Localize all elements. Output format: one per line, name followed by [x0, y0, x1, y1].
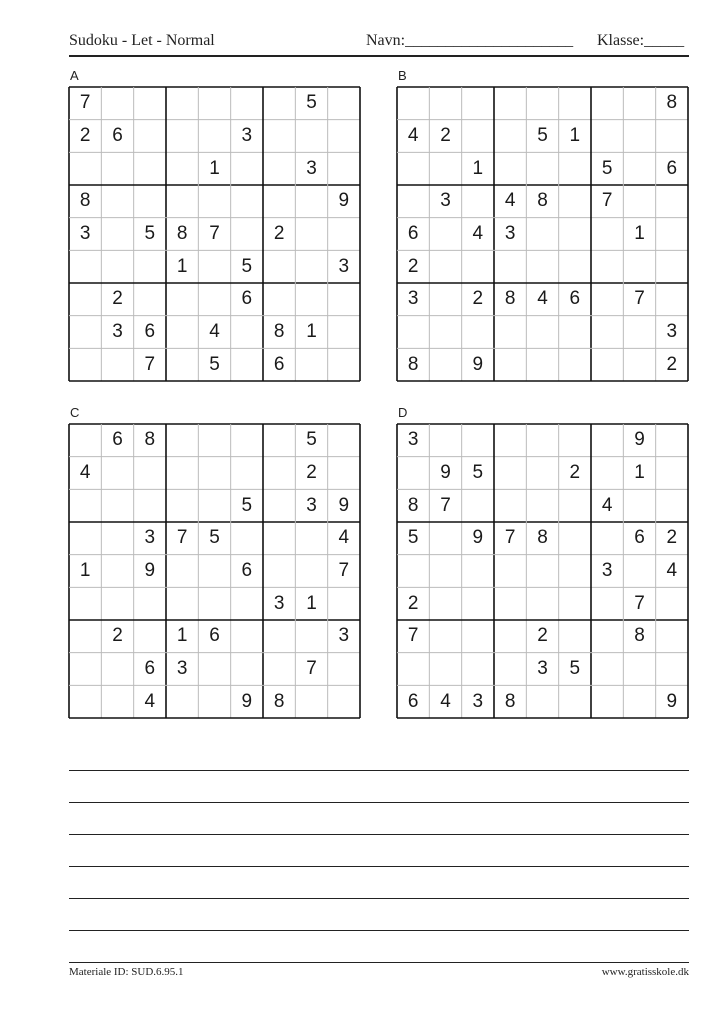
- sudoku-cell: 5: [209, 353, 220, 375]
- website-url: www.gratisskole.dk: [601, 966, 689, 978]
- sudoku-cell: 6: [634, 527, 645, 549]
- sudoku-cell: 7: [209, 222, 220, 244]
- sudoku-cell: 9: [472, 527, 484, 549]
- writing-line: [69, 834, 689, 835]
- sudoku-cell: 3: [144, 527, 156, 549]
- sudoku-cell: 4: [504, 190, 516, 212]
- name-field-label: Navn:_____________________: [366, 32, 574, 49]
- sudoku-cell: 6: [241, 559, 253, 581]
- sudoku-cell: 7: [176, 527, 188, 549]
- sudoku-cell: 7: [306, 657, 317, 679]
- sudoku-cell: 1: [209, 157, 220, 179]
- sudoku-cell: 3: [79, 222, 91, 244]
- sudoku-cell: 4: [209, 320, 220, 342]
- sudoku-cell: 2: [440, 124, 451, 146]
- sudoku-cell: 8: [504, 288, 516, 310]
- puzzle-label-c: C: [70, 405, 80, 420]
- sudoku-cell: 3: [601, 559, 613, 581]
- sudoku-cell: 2: [472, 288, 484, 310]
- sudoku-cell: 1: [472, 157, 484, 179]
- sudoku-cell: 6: [666, 157, 678, 179]
- sudoku-cell: 6: [407, 222, 419, 244]
- sudoku-cell: 4: [440, 690, 451, 712]
- sudoku-cell: 6: [144, 657, 156, 679]
- grid-lines: [397, 87, 688, 381]
- sudoku-cell: 5: [306, 429, 317, 451]
- sudoku-cell: 3: [338, 625, 350, 647]
- sudoku-cell: 1: [569, 124, 581, 146]
- sudoku-cell: 7: [634, 288, 645, 310]
- sudoku-cell: 5: [407, 527, 419, 549]
- sudoku-cell: 4: [537, 288, 548, 310]
- writing-line: [69, 866, 689, 867]
- sudoku-cell: 5: [144, 222, 156, 244]
- sudoku-cell: 5: [241, 494, 253, 516]
- sudoku-cell: 1: [306, 592, 317, 614]
- sudoku-cell: 3: [440, 190, 451, 212]
- sudoku-cell: 6: [112, 429, 123, 451]
- grid-lines: [397, 424, 688, 718]
- sudoku-cell: 3: [472, 690, 484, 712]
- sudoku-cell: 6: [407, 690, 419, 712]
- sudoku-cell: 9: [666, 690, 678, 712]
- sudoku-cell: 9: [338, 494, 350, 516]
- sudoku-cell: 2: [569, 461, 581, 483]
- grid-lines: [69, 87, 360, 381]
- sudoku-cell: 2: [666, 527, 678, 549]
- sudoku-cell: 5: [569, 657, 581, 679]
- sudoku-cell: 8: [504, 690, 516, 712]
- sudoku-cell: 1: [306, 320, 317, 342]
- sudoku-cell: 2: [306, 461, 317, 483]
- sudoku-cell: 5: [241, 255, 253, 277]
- sudoku-cell: 4: [666, 559, 678, 581]
- sudoku-cell: 2: [112, 625, 123, 647]
- sudoku-cell: 7: [144, 353, 156, 375]
- class-field-label: Klasse:_____: [597, 32, 685, 49]
- sudoku-cell: 8: [79, 190, 91, 212]
- sudoku-cell: 8: [273, 320, 285, 342]
- sudoku-cell: 3: [338, 255, 350, 277]
- sudoku-cell: 4: [407, 124, 419, 146]
- sudoku-cell: 5: [472, 461, 484, 483]
- sudoku-cell: 6: [241, 288, 253, 310]
- sudoku-cell: 8: [273, 690, 285, 712]
- sudoku-cell: 6: [144, 320, 156, 342]
- sudoku-cell: 3: [407, 429, 419, 451]
- sudoku-grid-c: [69, 424, 360, 718]
- sudoku-cell: 2: [537, 625, 548, 647]
- sudoku-cell: 2: [666, 353, 678, 375]
- sudoku-cell: 2: [407, 255, 419, 277]
- sudoku-cell: 6: [569, 288, 581, 310]
- sudoku-cell: 8: [176, 222, 188, 244]
- sudoku-cell: 6: [112, 124, 123, 146]
- sudoku-cell: 8: [666, 92, 678, 114]
- sudoku-grid-d: [397, 424, 688, 718]
- sudoku-cell: 4: [338, 527, 350, 549]
- sudoku-cell: 1: [176, 255, 188, 277]
- sudoku-cell: 2: [407, 592, 419, 614]
- sudoku-cell: 8: [634, 625, 645, 647]
- sudoku-cell: 3: [666, 320, 678, 342]
- sudoku-cell: 8: [537, 527, 548, 549]
- sudoku-cell: 3: [537, 657, 548, 679]
- sudoku-cell: 2: [112, 288, 123, 310]
- puzzle-label-d: D: [398, 405, 408, 420]
- puzzle-label-b: B: [398, 68, 407, 83]
- sudoku-cell: 3: [112, 320, 123, 342]
- sudoku-cell: 8: [537, 190, 548, 212]
- footer-divider: [69, 962, 689, 963]
- grid-lines: [69, 424, 360, 718]
- sudoku-cell: 5: [306, 92, 317, 114]
- sudoku-cell: 3: [306, 157, 317, 179]
- sudoku-cell: 6: [209, 625, 220, 647]
- material-id: Materiale ID: SUD.6.95.1: [69, 966, 184, 978]
- sudoku-cell: 7: [601, 190, 613, 212]
- sudoku-cell: 9: [241, 690, 253, 712]
- sudoku-cell: 8: [407, 494, 419, 516]
- header-divider: [69, 55, 689, 57]
- header: [69, 32, 689, 54]
- sudoku-cell: 9: [634, 429, 645, 451]
- sudoku-cell: 7: [407, 625, 419, 647]
- sudoku-cell: 7: [338, 559, 350, 581]
- sudoku-cell: 6: [273, 353, 285, 375]
- sudoku-cell: 5: [537, 124, 548, 146]
- sudoku-cell: 2: [273, 222, 285, 244]
- sudoku-cell: 4: [472, 222, 484, 244]
- writing-line: [69, 770, 689, 771]
- sudoku-cell: 8: [144, 429, 156, 451]
- sudoku-cell: 3: [504, 222, 516, 244]
- sudoku-cell: 1: [79, 559, 91, 581]
- sudoku-cell: 5: [601, 157, 613, 179]
- sudoku-cell: 3: [176, 657, 188, 679]
- writing-line: [69, 802, 689, 803]
- sudoku-cell: 1: [634, 461, 645, 483]
- sudoku-cell: 4: [79, 461, 91, 483]
- sudoku-cell: 3: [273, 592, 285, 614]
- sudoku-cell: 1: [634, 222, 645, 244]
- sudoku-cell: 4: [144, 690, 156, 712]
- sudoku-cell: 4: [601, 494, 613, 516]
- puzzle-label-a: A: [70, 68, 79, 83]
- sudoku-cell: 2: [79, 124, 91, 146]
- sudoku-cell: 9: [144, 559, 156, 581]
- worksheet-title: Sudoku - Let - Normal: [69, 32, 215, 49]
- sudoku-cell: 7: [504, 527, 516, 549]
- sudoku-cell: 9: [440, 461, 451, 483]
- sudoku-cell: 7: [79, 92, 91, 114]
- writing-line: [69, 930, 689, 931]
- sudoku-grid-b: [397, 87, 688, 381]
- writing-line: [69, 898, 689, 899]
- sudoku-cell: 1: [176, 625, 188, 647]
- sudoku-cell: 3: [407, 288, 419, 310]
- sudoku-grid-a: [69, 87, 360, 381]
- sudoku-cell: 3: [306, 494, 317, 516]
- sudoku-cell: 7: [440, 494, 451, 516]
- sudoku-cell: 7: [634, 592, 645, 614]
- sudoku-cell: 9: [338, 190, 350, 212]
- sudoku-cell: 8: [407, 353, 419, 375]
- sudoku-cell: 5: [209, 527, 220, 549]
- sudoku-cell: 9: [472, 353, 484, 375]
- sudoku-cell: 3: [241, 124, 253, 146]
